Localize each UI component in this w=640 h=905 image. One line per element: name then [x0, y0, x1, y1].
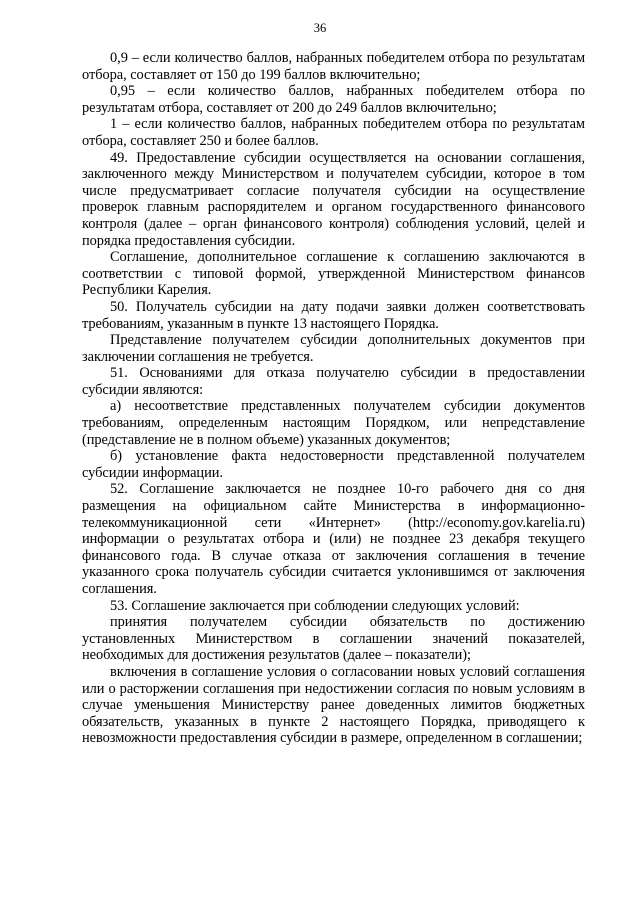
- paragraph-51-a: а) несоответствие представленных получателем субсидии документов требованиям, определенным настоящим Порядком, или непредставление (представление не в полном объеме) указанных документов;: [82, 398, 585, 448]
- paragraph-51-b: б) установление факта недостоверности представленной получателем субсидии информации.: [82, 448, 585, 481]
- paragraph-agreement-form: Соглашение, дополнительное соглашение к соглашению заключаются в соответствии с типовой формой, утвержденной Министерством финансов Республики Карелия.: [82, 249, 585, 299]
- paragraph-coefficient-0-9: 0,9 – если количество баллов, набранных победителем отбора по результатам отбора, составляет от 150 до 199 баллов включительно;: [82, 50, 585, 83]
- paragraph-coefficient-1: 1 – если количество баллов, набранных победителем отбора по результатам отбора, составляет 250 и более баллов.: [82, 116, 585, 149]
- paragraph-51: 51. Основаниями для отказа получателю субсидии в предоставлении субсидии являются:: [82, 365, 585, 398]
- paragraph-53: 53. Соглашение заключается при соблюдении следующих условий:: [110, 597, 520, 614]
- paragraph-53-condition-limits: включения в соглашение условия о согласовании новых условий соглашения или о расторжении соглашения при недостижении согласия по новым условиям в случае уменьшения Министерству ранее доведенных лимитов бюджетных обязательств, указанных в пункте 2 настоящего Порядка, приводящего к невозможности предоставления субсидии в размере, определенном в соглашении;: [82, 663, 585, 747]
- paragraph-53-condition-indicators: принятия получателем субсидии обязательств по достижению установленных Министерством в соглашении значений показателей, необходимых для достижения результатов (далее – показатели);: [82, 614, 585, 664]
- page-number: 36: [313, 21, 327, 35]
- paragraph-52: 52. Соглашение заключается не позднее 10-го рабочего дня со дня размещения на официальном сайте Министерства в информационно-телекоммуникационной сети «Интернет» (http://economy.gov.karelia.ru) информации о результатах отбора и (или) не позднее 23 декабря текущего финансового года. В случае отказа от заключения соглашения в течение указанного срока получатель субсидии считается уклонившимся от заключения соглашения.: [82, 481, 585, 597]
- paragraph-additional-documents: Представление получателем субсидии дополнительных документов при заключении соглашения не требуется.: [82, 332, 585, 365]
- document-body: [82, 50, 585, 747]
- paragraph-50: 50. Получатель субсидии на дату подачи заявки должен соответствовать требованиям, указанным в пункте 13 настоящего Порядка.: [82, 298, 585, 332]
- paragraph-coefficient-0-95: 0,95 – если количество баллов, набранных победителем отбора по результатам отбора, составляет от 200 до 249 баллов включительно;: [82, 83, 585, 116]
- paragraph-49: 49. Предоставление субсидии осуществляется на основании соглашения, заключенного между Министерством и получателем субсидии, которое в том числе предусматривает согласие получателя субсидии на осуществление проверок главным распорядителем и органом государственного финансового контроля (далее – орган финансового контроля) соблюдения условий, целей и порядка предоставления субсидии.: [82, 149, 585, 249]
